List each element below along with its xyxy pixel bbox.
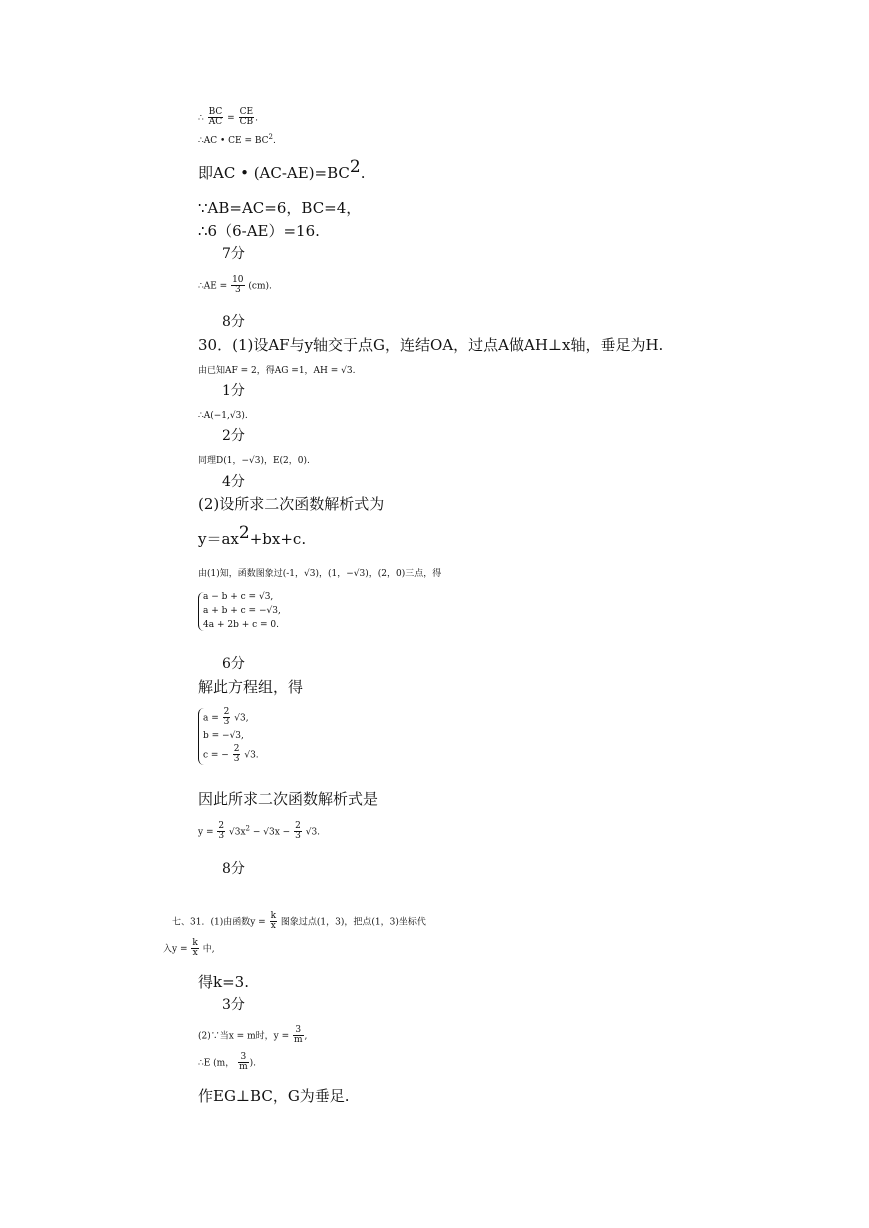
q30-point-d-e: 同理D(1，−√3)，E(2，0). — [198, 456, 310, 466]
given-values: ∵AB=AC=6，BC=4， — [198, 199, 362, 217]
q30-solve: 解此方程组，得 — [198, 678, 304, 696]
q31-k-value: 得k=3. — [198, 973, 249, 991]
score-mark: 8分 — [222, 861, 245, 877]
solution-system — [198, 708, 259, 765]
system-equation-2: a + b + c = −√3, — [203, 606, 281, 616]
substituted-equation: ∴6（6-AE）=16. — [198, 222, 320, 240]
ratio-equation: ∴ $\frac{BC}{AC}$ = $\frac{CE}{CB}$ . — [198, 107, 258, 128]
solution-b: b = −√3, — [203, 730, 244, 741]
system-equation-1: a − b + c = √3, — [203, 592, 274, 602]
equation-system — [198, 592, 281, 631]
q30-result: y = $\frac{2}{3}$ $√3x^2 - √3x$ − $\frac{2}{3}$ √3. — [198, 821, 321, 842]
q31-point-e: ∴E (m， $\frac{3}{m}$ ). — [198, 1052, 256, 1073]
ae-result: ∴AE = $\frac{10}{3}$ (cm). — [198, 275, 272, 296]
score-mark: 2分 — [222, 428, 245, 444]
solution-a: a = $\frac{2}{3}$ √3, — [203, 707, 249, 728]
q31-part1-statement: 七、31．(1)由函数y = $\frac{k}{x}$ 图象过点(1，3)，把点(1，3)坐标代 — [172, 911, 426, 932]
score-mark: 7分 — [222, 246, 245, 262]
product-equation: ∴AC • CE = $BC^2$. — [198, 133, 276, 146]
q31-perpendicular: 作EG⊥BC，G为垂足. — [198, 1087, 350, 1105]
expanded-equation: 即AC • (AC-AE)=BC2. — [198, 157, 366, 182]
score-mark: 4分 — [222, 474, 245, 490]
score-mark: 6分 — [222, 656, 245, 672]
q30-three-points: 由(1)知，函数图象过(-1，√3)，(1，−√3)，(2，0)三点，得 — [198, 569, 442, 579]
system-equation-3: 4a + 2b + c = 0. — [203, 620, 279, 630]
q30-part2-statement: (2)设所求二次函数解析式为 — [198, 495, 385, 513]
q31-substitute: 入y = $\frac{k}{x}$ 中, — [163, 938, 215, 959]
score-mark: 1分 — [222, 383, 245, 399]
q30-thus: 因此所求二次函数解析式是 — [198, 790, 379, 808]
q30-part1-statement: 30．(1)设AF与y轴交于点G，连结OA，过点A做AH⊥x轴，垂足为H. — [198, 336, 664, 354]
quadratic-form: y＝ax2+bx+c. — [198, 523, 307, 548]
score-mark: 3分 — [222, 997, 245, 1013]
solution-c: c = − $\frac{2}{3}$ √3. — [203, 743, 259, 765]
q30-point-a: ∴A(−1,√3). — [198, 411, 248, 421]
score-mark: 8分 — [222, 314, 245, 330]
q31-part2-statement: (2)∵当x = m时，y = $\frac{3}{m}$ , — [198, 1025, 308, 1046]
q30-known: 由已知AF = 2，得AG =1，AH = √3. — [198, 366, 356, 376]
